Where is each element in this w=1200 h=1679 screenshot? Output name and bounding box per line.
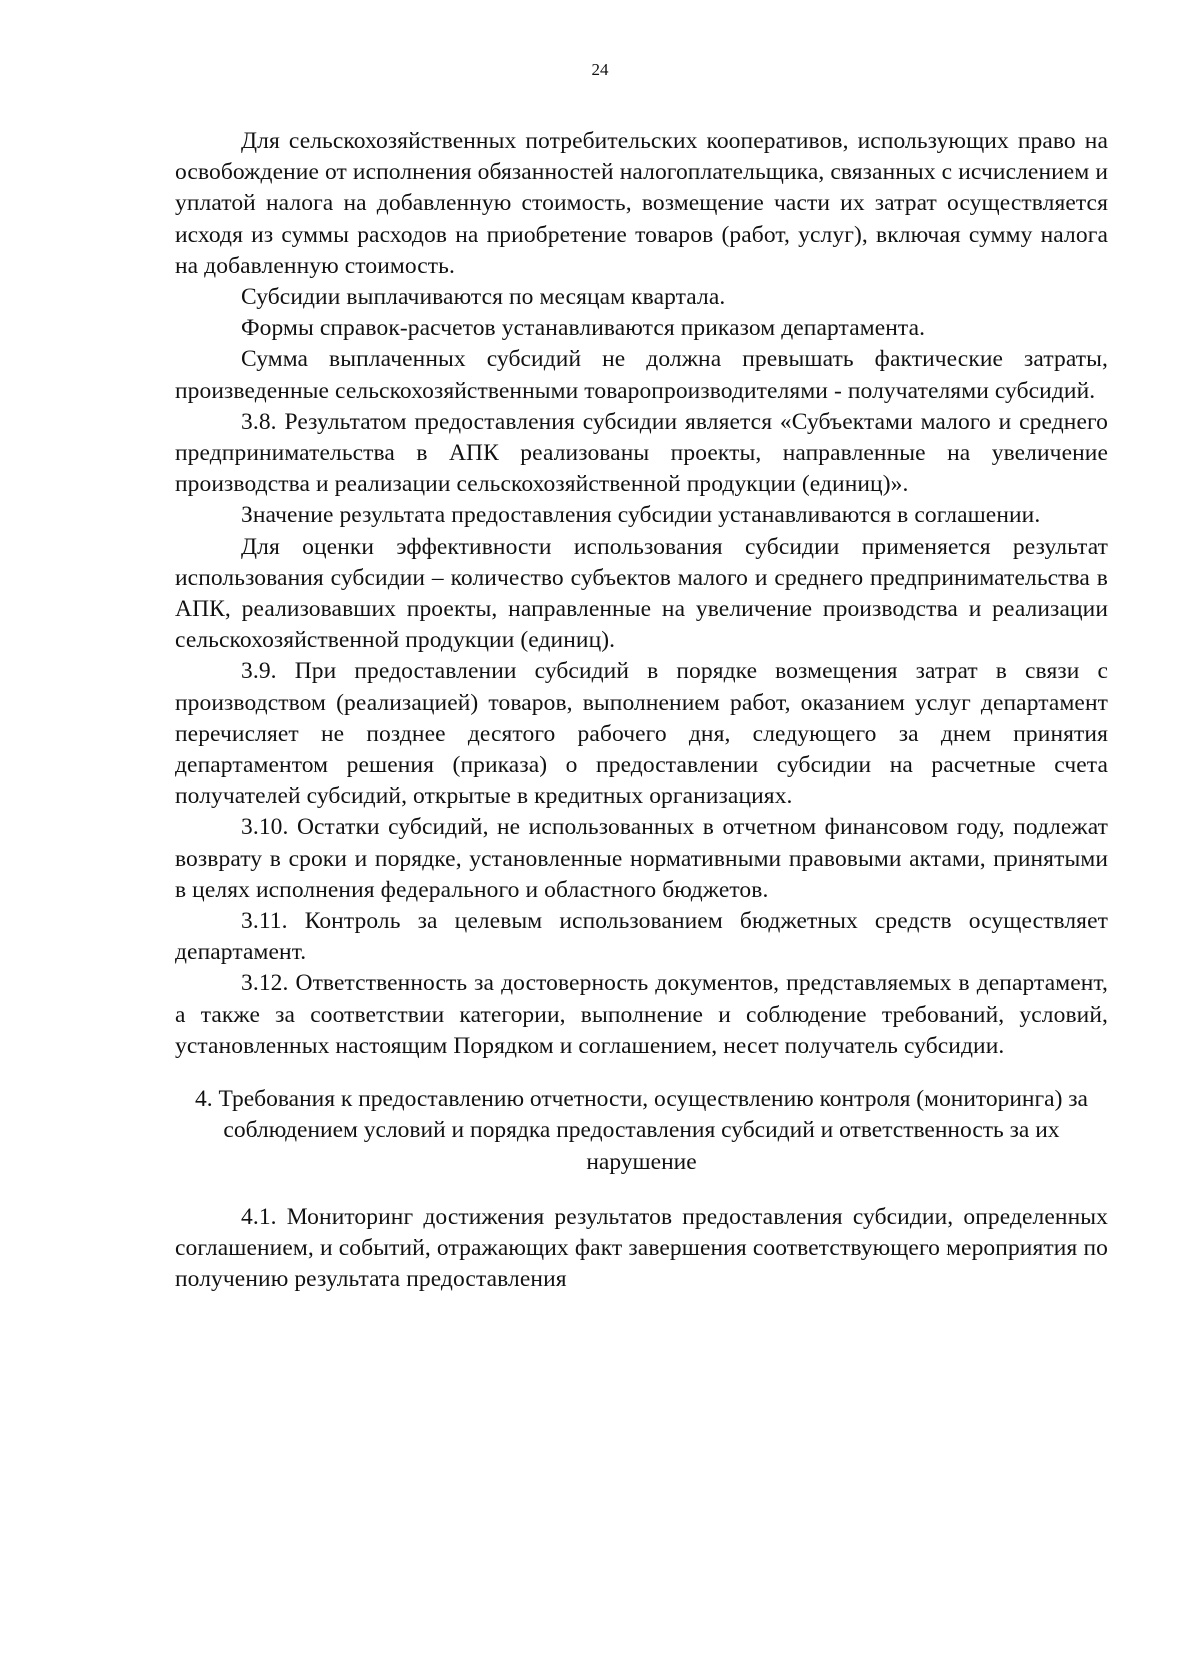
page-number: 24 [591, 60, 609, 79]
paragraph-3-11: 3.11. Контроль за целевым использованием бюджетных средств осуществляет департамент. [175, 908, 1108, 966]
paragraph-monthly-payments: Субсидии выплачиваются по месяцам квартала. [241, 284, 726, 311]
paragraph-3-8: 3.8. Результатом предоставления субсидии является «Субъектами малого и среднего предпринимательства в АПК реализованы проекты, направленные на увеличение производства и реализации сельскохозяйственной продукции (единиц)». [175, 408, 1108, 498]
paragraph-subsidy-limit: Сумма выплаченных субсидий не должна превышать фактические затраты, произведенные сельскохозяйственными товаропроизводителями - получателями субсидий. [175, 346, 1108, 404]
paragraph-forms: Формы справок-расчетов устанавливаются приказом департамента. [241, 315, 926, 342]
paragraph-3-10: 3.10. Остатки субсидий, не использованных в отчетном финансовом году, подлежат возврату в сроки и порядке, установленные нормативными правовыми актами, принятыми в целях исполнения федерального и областного бюджетов. [175, 814, 1108, 903]
paragraph-result-value: Значение результата предоставления субсидии устанавливаются в соглашении. [241, 502, 1041, 529]
document-body [175, 126, 1108, 1295]
paragraph-3-9: 3.9. При предоставлении субсидий в порядке возмещения затрат в связи с производством (реализацией) товаров, выполнением работ, оказанием услуг департамент перечисляет не позднее десятого рабочего дня, следующего за днем принятия департаментом решения (приказа) о предоставлении субсидии на расчетные счета получателей субсидий, открытые в кредитных организациях. [175, 658, 1108, 810]
paragraph-3-12: 3.12. Ответственность за достоверность документов, представляемых в департамент, а также за соответствии категории, выполнение и соблюдение требований, условий, установленных настоящим Порядком и соглашением, несет получатель субсидии. [175, 970, 1108, 1059]
section-4-heading: 4. Требования к предоставлению отчетности, осуществлению контроля (мониторинга) за соблюдением условий и порядка предоставления субсидий и ответственность за их нарушение [195, 1086, 1088, 1175]
paragraph-efficiency: Для оценки эффективности использования субсидии применяется результат использования субсидии – количество субъектов малого и среднего предпринимательства в АПК, реализовавших проекты, направленные на увеличение производства и реализации сельскохозяйственной продукции (единиц). [175, 533, 1108, 654]
paragraph-4-1: 4.1. Мониторинг достижения результатов предоставления субсидии, определенных соглашением, и событий, отражающих факт завершения соответствующего мероприятия по получению результата предоставления [175, 1203, 1108, 1293]
paragraph-cooperatives-vat: Для сельскохозяйственных потребительских кооперативов, использующих право на освобождение от исполнения обязанностей налогоплательщика, связанных с исчислением и уплатой налога на добавленную стоимость, возмещение части их затрат осуществляется исходя из суммы расходов на приобретение товаров (работ, услуг), включая сумму налога на добавленную стоимость. [175, 128, 1108, 279]
